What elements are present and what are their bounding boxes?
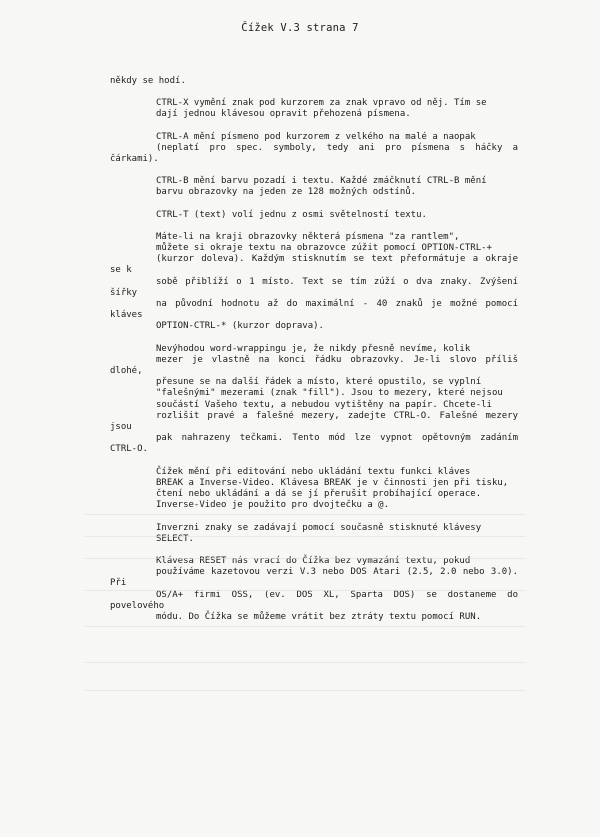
bleed-through-mark [85, 514, 525, 515]
text-line: CTRL-X vymění znak pod kurzorem za znak vpravo od něj. Tím se [156, 98, 487, 109]
text-line: Čížek mění při editování nebo ukládání textu funkci kláves [156, 466, 471, 477]
text-line: Inverzni znaky se zadávají pomocí současně stisknuté klávesy [156, 522, 482, 533]
text-line: Máte-li na kraji obrazovky některá písmena "za rantlem", [156, 231, 460, 242]
text-line: Klávesa RESET nás vrací do Čížka bez vymazání textu, pokud [156, 555, 471, 566]
text-line: OPTION-CTRL-* (kurzor doprava). [156, 321, 324, 332]
bleed-through-mark [85, 536, 525, 537]
text-line: součástí Vašeho textu, a nebudou vytištěny na papír. Chcete-li [156, 399, 492, 410]
text-line: barvu obrazovky na jeden ze 128 možných odstínů. [156, 187, 417, 198]
bleed-through-mark [85, 626, 525, 627]
text-line: BREAK a Inverse-Video. Klávesa BREAK je v činnosti jen při tisku, [156, 477, 509, 488]
text-line: někdy se hodí. [110, 76, 186, 86]
paragraph-1 [110, 76, 518, 87]
bleed-through-mark [85, 690, 525, 691]
paragraph-inverse-select [110, 523, 518, 545]
text-line: rozlišit pravé a falešné mezery, zadejte CTRL-O. Falešné mezery jsou [110, 410, 518, 433]
page-header: Čížek V.3 strana 7 [241, 22, 359, 34]
text-line: přesune se na další řádek a místo, které opustilo, se vyplní [156, 377, 482, 388]
paragraph-ctrl-b [110, 176, 518, 198]
text-line: dají jednou klávesou opravit přehozená písmena. [156, 109, 411, 120]
text-line: CTRL-B mění barvu pozadí i textu. Každé zmáčknutí CTRL-B mění [156, 176, 487, 187]
text-line: (neplatí pro spec. symboly, tedy ani pro písmena s háčky a čárkami). [110, 142, 518, 165]
paragraph-ctrl-t [110, 210, 518, 221]
bleed-through-mark [85, 662, 525, 663]
text-line: můžete si okraje textu na obrazovce zúžit pomocí OPTION-CTRL-+ [156, 243, 492, 254]
paragraph-margins [110, 232, 518, 333]
text-line: módu. Do Čížka se můžeme vrátit bez ztráty textu pomocí RUN. [156, 611, 482, 622]
text-line: SELECT. [156, 533, 194, 544]
bleed-through-mark [85, 590, 525, 591]
text-line: sobě přiblíží o 1 místo. Text se tím zúží o dva znaky. Zvýšení šířky [110, 276, 518, 298]
text-line: "falešnými" mezerami (znak "fill"). Jsou to mezery, které nejsou [156, 388, 503, 399]
text-line: Nevýhodou word-wrappingu je, že nikdy přesně nevíme, kolik [156, 343, 471, 354]
document-body [110, 76, 518, 634]
text-line: čtení nebo ukládání a dá se jí přerušit probíhající operace. [156, 489, 482, 500]
text-line: CTRL-T (text) volí jednu z osmi světelností textu. [156, 209, 427, 220]
text-line: používáme kazetovou verzi V.3 nebo DOS Atari (2.5, 2.0 nebo 3.0). Při [110, 567, 518, 589]
text-line: CTRL-A mění písmeno pod kurzorem z velkého na malé a naopak [156, 131, 476, 142]
text-line: na původní hodnotu až do maximální - 40 znaků je možné pomocí kláves [110, 299, 518, 321]
text-line: Inverse-Video je použito pro dvojtečku a @. [156, 500, 389, 511]
text-line: OS/A+ firmi OSS, (ev. DOS XL, Sparta DOS) se dostaneme do povelového [110, 589, 518, 611]
paragraph-break-inverse [110, 467, 518, 512]
text-line: pak nahrazeny tečkami. Tento mód lze vypnot opětovným zadáním CTRL-O. [110, 433, 518, 455]
text-line: mezer je vlastně na konci řádku obrazovky. Je-li slovo příliš dlohé, [110, 354, 518, 377]
paragraph-ctrl-x [110, 98, 518, 120]
text-line: (kurzor doleva). Každým stisknutím se text přeformátuje a okraje se k [110, 254, 518, 276]
paragraph-word-wrap [110, 344, 518, 456]
paragraph-ctrl-a [110, 132, 518, 166]
bleed-through-mark [85, 558, 525, 559]
